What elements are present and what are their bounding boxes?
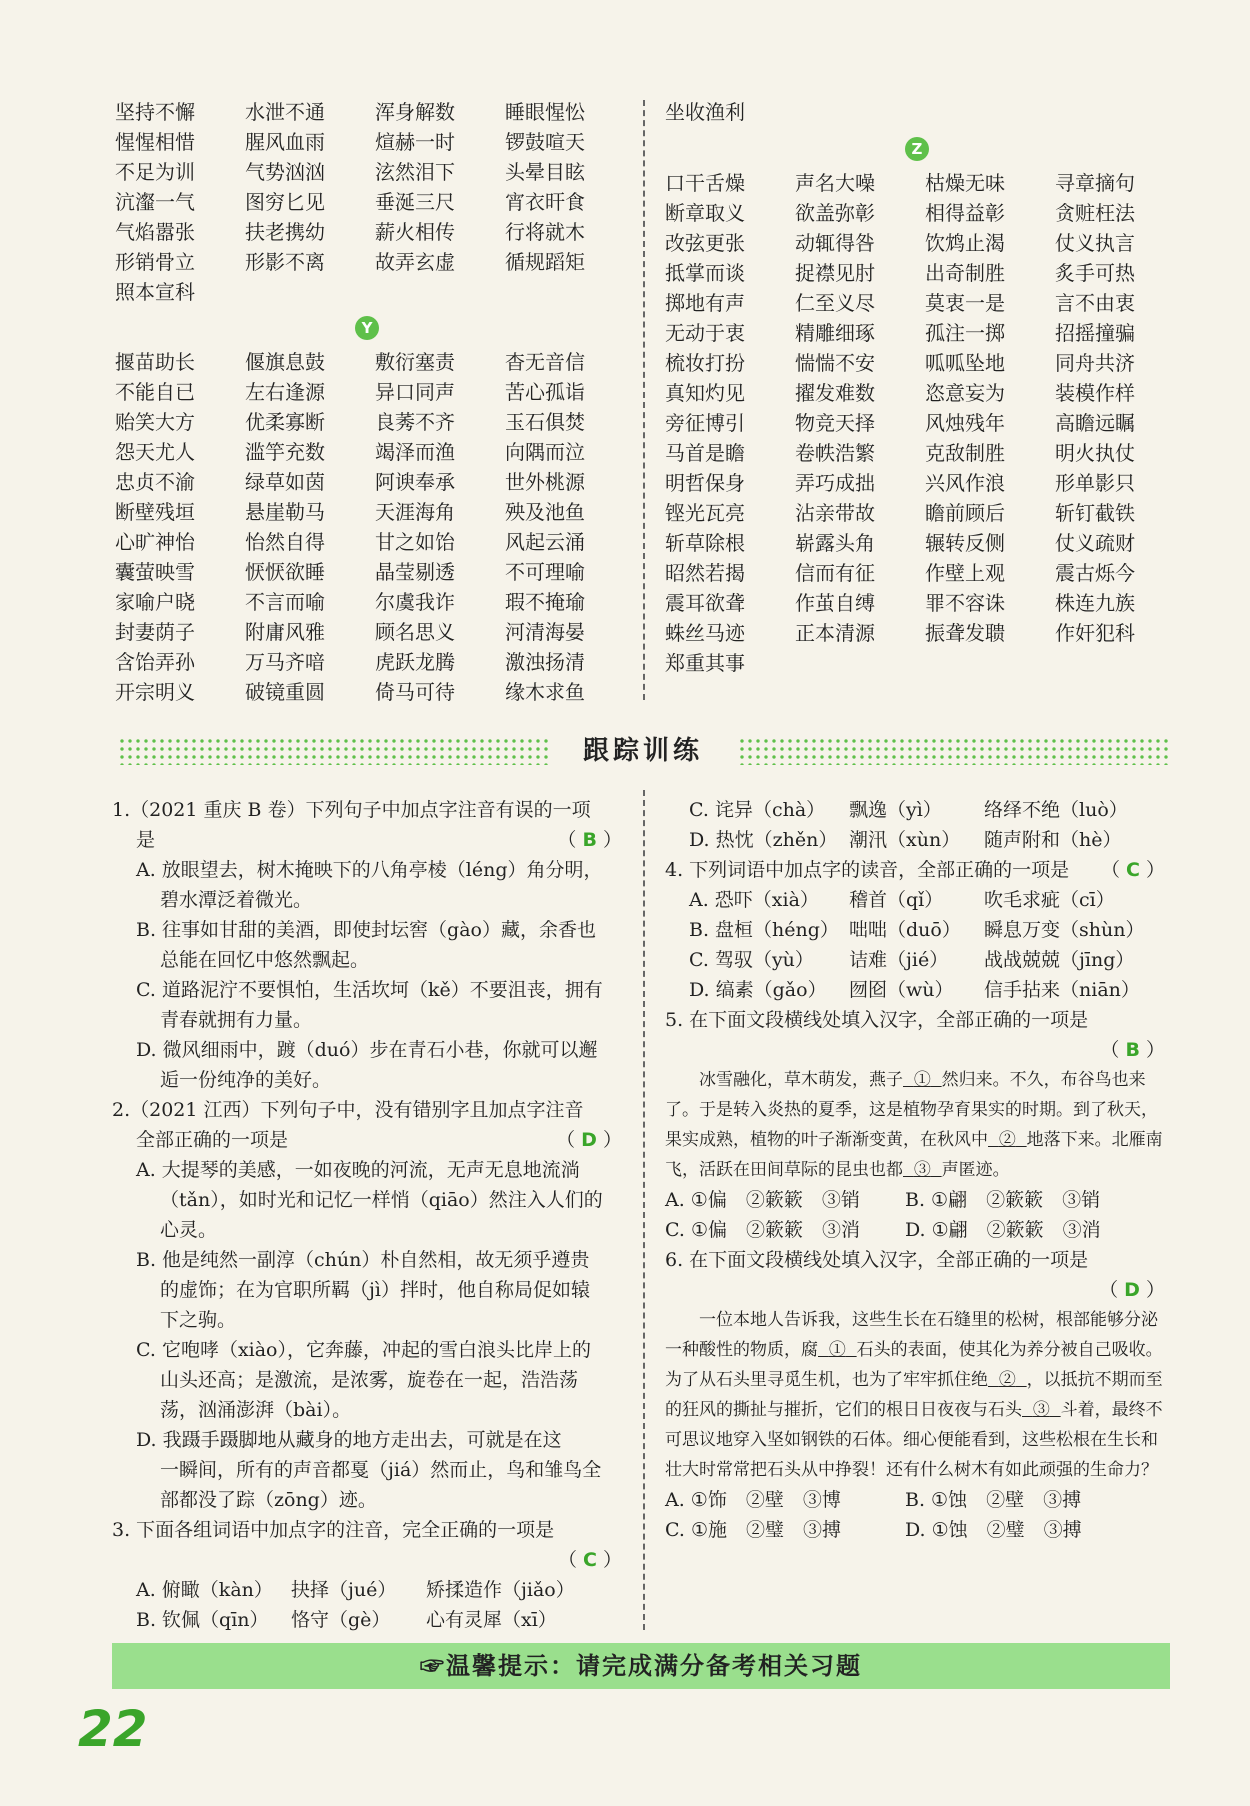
question-6-options-ab: A. ①饰 ②壁 ③博 B. ①蚀 ②壁 ③搏 bbox=[665, 1489, 1082, 1511]
idiom-item: 倚马可待 bbox=[375, 680, 455, 704]
idiom-item: 锣鼓喧天 bbox=[505, 130, 585, 154]
idiom-item: 高瞻远瞩 bbox=[1055, 411, 1135, 435]
idiom-item: 揠苗助长 bbox=[115, 350, 195, 374]
question-2-option-b-cont2: 下之驹。 bbox=[160, 1309, 237, 1331]
idiom-item: 泫然泪下 bbox=[375, 160, 455, 184]
question-5-options-cd: C. ①偏 ②簌簌 ③消 D. ①翩 ②簌簌 ③消 bbox=[665, 1219, 1101, 1241]
idiom-item: 故弄玄虚 bbox=[375, 250, 455, 274]
idiom-item: 形单影只 bbox=[1055, 471, 1135, 495]
idiom-item: 天涯海角 bbox=[375, 500, 455, 524]
idiom-item: 饮鸩止渴 bbox=[925, 231, 1005, 255]
idiom-item: 枯燥无味 bbox=[925, 171, 1005, 195]
idiom-item: 忠贞不渝 bbox=[115, 470, 195, 494]
idiom-item: 浑身解数 bbox=[375, 100, 455, 124]
question-4-option-c: C. 驾驭（yù） 诘难（jié） 战战兢兢（jīng） bbox=[689, 949, 1135, 971]
question-2-option-b: B. 他是纯然一副淳（chún）朴自然相，故无须乎遵贵 bbox=[136, 1249, 590, 1271]
idiom-item: 不言而喻 bbox=[245, 590, 325, 614]
idiom-item: 向隅而泣 bbox=[505, 440, 585, 464]
idiom-item: 克敌制胜 bbox=[925, 441, 1005, 465]
questions-right bbox=[665, 795, 1165, 1545]
question-1-answer: B bbox=[582, 829, 597, 851]
idiom-item: 玉石俱焚 bbox=[505, 410, 585, 434]
idiom-item: 改弦更张 bbox=[665, 231, 745, 255]
idiom-item: 杳无音信 bbox=[505, 350, 585, 374]
idiom-item: 瞻前顾后 bbox=[925, 501, 1005, 525]
question-3 bbox=[112, 1515, 622, 1635]
idiom-item: 怡然自得 bbox=[245, 530, 325, 554]
question-4-option-a: A. 恐吓（xià） 稽首（qǐ） 吹毛求疵（cī） bbox=[689, 889, 1115, 911]
idiom-item: 形销骨立 bbox=[115, 250, 195, 274]
question-4-option-d: D. 缟素（gǎo） 囫囵（wù） 信手拈来（niān） bbox=[689, 979, 1140, 1001]
question-5-answer: B bbox=[1125, 1039, 1140, 1061]
idiom-item: 装模作样 bbox=[1055, 381, 1135, 405]
idiom-item: 异口同声 bbox=[375, 380, 455, 404]
idiom-item: 心旷神怡 bbox=[115, 530, 195, 554]
question-1-option-d: D. 微风细雨中，踱（duó）步在青石小巷，你就可以邂 bbox=[136, 1039, 598, 1061]
idiom-item: 滥竽充数 bbox=[245, 440, 325, 464]
idiom-item: 作壁上观 bbox=[925, 561, 1005, 585]
idiom-item: 家喻户晓 bbox=[115, 590, 195, 614]
question-4-stem: 4. 下列词语中加点字的读音，全部正确的一项是 （ C ） bbox=[665, 859, 1165, 881]
idiom-item: 作茧自缚 bbox=[795, 591, 875, 615]
question-6-answer: D bbox=[1124, 1279, 1140, 1301]
idiom-item: 抵掌而谈 bbox=[665, 261, 745, 285]
question-1-option-a: A. 放眼望去，树木掩映下的八角亭棱（léng）角分明， bbox=[136, 859, 603, 881]
idiom-item: 正本清源 bbox=[795, 621, 875, 645]
question-2-option-d-cont: 一瞬间，所有的声音都戛（jiá）然而止，鸟和雏鸟全 bbox=[160, 1459, 602, 1481]
idiom-list-z bbox=[665, 168, 1185, 678]
question-5-options-ab: A. ①偏 ②簌簌 ③销 B. ①翩 ②簌簌 ③销 bbox=[665, 1189, 1101, 1211]
idiom-item: 仗义执言 bbox=[1055, 231, 1135, 255]
idiom-item: 苦心孤诣 bbox=[505, 380, 585, 404]
question-2 bbox=[112, 1095, 622, 1515]
idiom-item: 循规蹈矩 bbox=[505, 250, 585, 274]
idiom-item: 形影不离 bbox=[245, 250, 325, 274]
question-1-option-c: C. 道路泥泞不要惧怕，生活坎坷（kě）不要沮丧，拥有 bbox=[136, 979, 603, 1001]
page-number: 22 bbox=[78, 1700, 148, 1758]
idiom-item: 殃及池鱼 bbox=[505, 500, 585, 524]
idiom-item: 水泄不通 bbox=[245, 100, 325, 124]
question-1-option-b: B. 往事如甘甜的美酒，即使封坛窖（gào）藏，余香也 bbox=[136, 919, 596, 941]
idiom-item: 优柔寡断 bbox=[245, 410, 325, 434]
idiom-item: 激浊扬清 bbox=[505, 650, 585, 674]
question-2-option-c-cont2: 荡，汹涌澎湃（bài）。 bbox=[160, 1399, 352, 1421]
idiom-item: 掷地有声 bbox=[665, 291, 745, 315]
idiom-item: 物竞天择 bbox=[795, 411, 875, 435]
section-banner bbox=[118, 733, 1168, 769]
idiom-item: 垂涎三尺 bbox=[375, 190, 455, 214]
question-6-answer-row: （ D ） bbox=[1099, 1279, 1165, 1301]
question-3-option-b: B. 钦佩（qīn） 恪守（gè） 心有灵犀（xī） bbox=[136, 1609, 557, 1631]
idiom-item: 惴惴不安 bbox=[795, 351, 875, 375]
idiom-item: 宵衣旰食 bbox=[505, 190, 585, 214]
section-title: 跟踪训练 bbox=[582, 736, 703, 766]
idiom-item: 煊赫一时 bbox=[375, 130, 455, 154]
idiom-item: 斩草除根 bbox=[665, 531, 745, 555]
question-3-stem: 3. 下面各组词语中加点字的注音，完全正确的一项是 bbox=[112, 1519, 555, 1541]
question-1-option-c-cont: 青春就拥有力量。 bbox=[160, 1009, 313, 1031]
idiom-item: 世外桃源 bbox=[505, 470, 585, 494]
idiom-item: 睡眼惺忪 bbox=[505, 100, 585, 124]
idiom-item: 偃旗息鼓 bbox=[245, 350, 325, 374]
idiom-item: 罪不容诛 bbox=[925, 591, 1005, 615]
question-2-option-a: A. 大提琴的美感，一如夜晚的河流，无声无息地流淌 bbox=[136, 1159, 580, 1181]
idiom-item: 贻笑大方 bbox=[115, 410, 195, 434]
idiom-item: 晶莹剔透 bbox=[375, 560, 455, 584]
question-2-option-a-cont2: 心灵。 bbox=[160, 1219, 218, 1241]
idiom-item: 弄巧成拙 bbox=[795, 471, 875, 495]
idiom-item: 绿草如茵 bbox=[245, 470, 325, 494]
question-2-stem: 2.（2021 江西）下列句子中，没有错别字且加点字注音 bbox=[112, 1099, 584, 1121]
idiom-item: 不可理喻 bbox=[505, 560, 585, 584]
idiom-item: 风烛残年 bbox=[925, 411, 1005, 435]
idiom-item: 敷衍塞责 bbox=[375, 350, 455, 374]
idiom-item: 呱呱坠地 bbox=[925, 351, 1005, 375]
question-5-stem: 5. 在下面文段横线处填入汉字，全部正确的一项是 bbox=[665, 1009, 1089, 1031]
question-1-option-b-cont: 总能在回忆中悠然飘起。 bbox=[160, 949, 370, 971]
idiom-item: 河清海晏 bbox=[505, 620, 585, 644]
idiom-item: 断壁残垣 bbox=[115, 500, 195, 524]
idiom-item: 封妻荫子 bbox=[115, 620, 195, 644]
idiom-item: 仗义疏财 bbox=[1055, 531, 1135, 555]
idiom-item: 不足为训 bbox=[115, 160, 195, 184]
idiom-item: 坚持不懈 bbox=[115, 100, 195, 124]
idiom-item: 顾名思义 bbox=[375, 620, 455, 644]
idiom-item: 风起云涌 bbox=[505, 530, 585, 554]
idiom-item: 寻章摘句 bbox=[1055, 171, 1135, 195]
question-3-option-d: D. 热忱（zhěn） 潮汛（xùn） 随声附和（hè） bbox=[689, 829, 1122, 851]
question-2-option-b-cont: 的虚饰；在为官职所羁（jì）拌时，他自称局促如辕 bbox=[160, 1279, 590, 1301]
idiom-item: 怨天尤人 bbox=[115, 440, 195, 464]
banner-dots-left bbox=[118, 737, 548, 765]
idiom-item: 卷帙浩繁 bbox=[795, 441, 875, 465]
question-6-stem: 6. 在下面文段横线处填入汉字，全部正确的一项是 bbox=[665, 1249, 1089, 1271]
idiom-item: 出奇制胜 bbox=[925, 261, 1005, 285]
idiom-item: 真知灼见 bbox=[665, 381, 745, 405]
idiom-item: 照本宣科 bbox=[115, 280, 195, 304]
idiom-item: 辗转反侧 bbox=[925, 531, 1005, 555]
idiom-item: 尔虞我诈 bbox=[375, 590, 455, 614]
idiom-item: 开宗明义 bbox=[115, 680, 195, 704]
idiom-item: 蛛丝马迹 bbox=[665, 621, 745, 645]
question-6-passage: 一位本地人告诉我，这些生长在石缝里的松树，根部能够分泌一种酸性的物质，腐 ① 石头的表面，使其化为养分被自己吸收。为了从石头里寻觅生机，也为了牢牢抓住绝 ② ，以抵抗不期而至的狂风的撕扯与摧折，它们的根日日夜夜与石头 ③ 斗着，最终不可思议地穿入坚如钢铁的石体。细心便能看到，这些松根在生长和壮大时常常把石头从中挣裂！还有什么树木有如此顽强的生命力？ bbox=[665, 1310, 1163, 1480]
idiom-item: 擢发难数 bbox=[795, 381, 875, 405]
idiom-item: 万马齐喑 bbox=[245, 650, 325, 674]
question-3-answer-row: （ C ） bbox=[557, 1549, 622, 1571]
column-divider-lower bbox=[643, 790, 645, 1630]
question-4-option-b: B. 盘桓（héng） 咄咄（duō） 瞬息万变（shùn） bbox=[689, 919, 1145, 941]
idiom-item: 作奸犯科 bbox=[1055, 621, 1135, 645]
idiom-item: 崭露头角 bbox=[795, 531, 875, 555]
idiom-item: 马首是瞻 bbox=[665, 441, 745, 465]
idiom-item: 气焰嚣张 bbox=[115, 220, 195, 244]
idiom-item: 同舟共济 bbox=[1055, 351, 1135, 375]
idiom-item: 梳妆打扮 bbox=[665, 351, 745, 375]
idiom-item: 莫衷一是 bbox=[925, 291, 1005, 315]
idiom-item: 精雕细琢 bbox=[795, 321, 875, 345]
question-6-options-cd: C. ①施 ②璧 ③搏 D. ①蚀 ②璧 ③搏 bbox=[665, 1519, 1082, 1541]
idiom-item: 气势汹汹 bbox=[245, 160, 325, 184]
idiom-item: 明哲保身 bbox=[665, 471, 745, 495]
idiom-item: 恣意妄为 bbox=[925, 381, 1005, 405]
idiom-item: 沾亲带故 bbox=[795, 501, 875, 525]
idiom-item: 相得益彰 bbox=[925, 201, 1005, 225]
idiom-item: 仁至义尽 bbox=[795, 291, 875, 315]
question-4 bbox=[665, 855, 1165, 1005]
idiom-item: 兴风作浪 bbox=[925, 471, 1005, 495]
idiom-list-right-top bbox=[665, 97, 1185, 127]
question-2-option-d-cont2: 部都没了踪（zōng）迹。 bbox=[160, 1489, 377, 1511]
idiom-item: 孤注一掷 bbox=[925, 321, 1005, 345]
question-2-stem-end: 全部正确的一项是 （ D ） bbox=[136, 1129, 622, 1151]
idiom-item: 昭然若揭 bbox=[665, 561, 745, 585]
idiom-item: 坐收渔利 bbox=[665, 100, 745, 124]
question-1-option-a-cont: 碧水潭泛着微光。 bbox=[160, 889, 313, 911]
question-2-option-a-cont: （tǎn），如时光和记忆一样悄（qiāo）然注入人们的 bbox=[160, 1189, 603, 1211]
question-1 bbox=[112, 795, 622, 1095]
idiom-item: 声名大噪 bbox=[795, 171, 875, 195]
idiom-item: 旁征博引 bbox=[665, 411, 745, 435]
section-letter-y: Y bbox=[355, 316, 379, 340]
idiom-item: 薪火相传 bbox=[375, 220, 455, 244]
tip-banner: ☞温馨提示：请完成满分备考相关习题 bbox=[112, 1643, 1170, 1689]
idiom-item: 断章取义 bbox=[665, 201, 745, 225]
idiom-item: 无动于衷 bbox=[665, 321, 745, 345]
idiom-item: 欲盖弥彰 bbox=[795, 201, 875, 225]
question-5-passage: 冰雪融化，草木萌发，燕子 ① 然归来。不久，布谷鸟也来了。于是转入炎热的夏季，这是植物孕育果实的时期。到了秋天，果实成熟，植物的叶子渐渐变黄，在秋风中 ② 地落下来。北雁南飞，活跃在田间草际的昆虫也都 ③ 声匿迹。 bbox=[665, 1070, 1163, 1180]
banner-dots-right bbox=[738, 737, 1168, 765]
idiom-item: 口干舌燥 bbox=[665, 171, 745, 195]
idiom-item: 破镜重圆 bbox=[245, 680, 325, 704]
idiom-item: 竭泽而渔 bbox=[375, 440, 455, 464]
idiom-item: 图穷匕见 bbox=[245, 190, 325, 214]
idiom-item: 行将就木 bbox=[505, 220, 585, 244]
idiom-item: 甘之如饴 bbox=[375, 530, 455, 554]
idiom-item: 铿光瓦亮 bbox=[665, 501, 745, 525]
idiom-item: 扶老携幼 bbox=[245, 220, 325, 244]
idiom-item: 囊萤映雪 bbox=[115, 560, 195, 584]
idiom-item: 悬崖勒马 bbox=[245, 500, 325, 524]
question-2-option-d: D. 我蹑手蹑脚地从藏身的地方走出去，可就是在这 bbox=[136, 1429, 562, 1451]
question-3-answer: C bbox=[583, 1549, 597, 1571]
idiom-item: 瑕不掩瑜 bbox=[505, 590, 585, 614]
column-divider bbox=[643, 100, 645, 700]
idiom-item: 头晕目眩 bbox=[505, 160, 585, 184]
question-5 bbox=[665, 1005, 1165, 1245]
idiom-item: 郑重其事 bbox=[665, 651, 745, 675]
idiom-item: 震耳欲聋 bbox=[665, 591, 745, 615]
idiom-list-y bbox=[115, 347, 635, 707]
idiom-item: 虎跃龙腾 bbox=[375, 650, 455, 674]
idiom-item: 沆瀣一气 bbox=[115, 190, 195, 214]
question-4-answer: C bbox=[1126, 859, 1140, 881]
section-letter-z: Z bbox=[905, 137, 929, 161]
idiom-item: 株连九族 bbox=[1055, 591, 1135, 615]
idiom-item: 信而有征 bbox=[795, 561, 875, 585]
idiom-item: 震古烁今 bbox=[1055, 561, 1135, 585]
idiom-list-left-top bbox=[115, 97, 635, 307]
question-1-option-d-cont: 逅一份纯净的美好。 bbox=[160, 1069, 332, 1091]
idiom-item: 含饴弄孙 bbox=[115, 650, 195, 674]
questions-left bbox=[112, 795, 622, 1635]
idiom-item: 附庸风雅 bbox=[245, 620, 325, 644]
question-3-option-a: A. 俯瞰（kàn） 抉择（jué） 矫揉造作（jiǎo） bbox=[136, 1579, 575, 1601]
idiom-item: 不能自已 bbox=[115, 380, 195, 404]
idiom-item: 炙手可热 bbox=[1055, 261, 1135, 285]
idiom-item: 动辄得咎 bbox=[795, 231, 875, 255]
idiom-item: 良莠不齐 bbox=[375, 410, 455, 434]
idiom-item: 腥风血雨 bbox=[245, 130, 325, 154]
question-2-option-c: C. 它咆哮（xiào），它奔藤，冲起的雪白浪头比岸上的 bbox=[136, 1339, 591, 1361]
question-6 bbox=[665, 1245, 1165, 1545]
idiom-item: 缘木求鱼 bbox=[505, 680, 585, 704]
question-1-stem: 1.（2021 重庆 B 卷）下列句子中加点字注音有误的一项 bbox=[112, 799, 591, 821]
question-5-answer-row: （ B ） bbox=[1100, 1039, 1165, 1061]
question-2-answer: D bbox=[581, 1129, 597, 1151]
idiom-item: 阿谀奉承 bbox=[375, 470, 455, 494]
idiom-item: 招摇撞骗 bbox=[1055, 321, 1135, 345]
idiom-item: 明火执仗 bbox=[1055, 441, 1135, 465]
idiom-item: 言不由衷 bbox=[1055, 291, 1135, 315]
question-2-option-c-cont: 山头还高；是激流，是浓雾，旋卷在一起，浩浩荡 bbox=[160, 1369, 579, 1391]
idiom-item: 恹恹欲睡 bbox=[245, 560, 325, 584]
question-3-option-c: C. 诧异（chà） 飘逸（yì） 络绎不绝（luò） bbox=[689, 799, 1128, 821]
idiom-item: 惺惺相惜 bbox=[115, 130, 195, 154]
idiom-item: 左右逢源 bbox=[245, 380, 325, 404]
idiom-item: 斩钉截铁 bbox=[1055, 501, 1135, 525]
idiom-item: 捉襟见肘 bbox=[795, 261, 875, 285]
idiom-item: 贪赃枉法 bbox=[1055, 201, 1135, 225]
question-1-stem-end: 是 （ B ） bbox=[136, 829, 622, 851]
idiom-item: 振聋发聩 bbox=[925, 621, 1005, 645]
